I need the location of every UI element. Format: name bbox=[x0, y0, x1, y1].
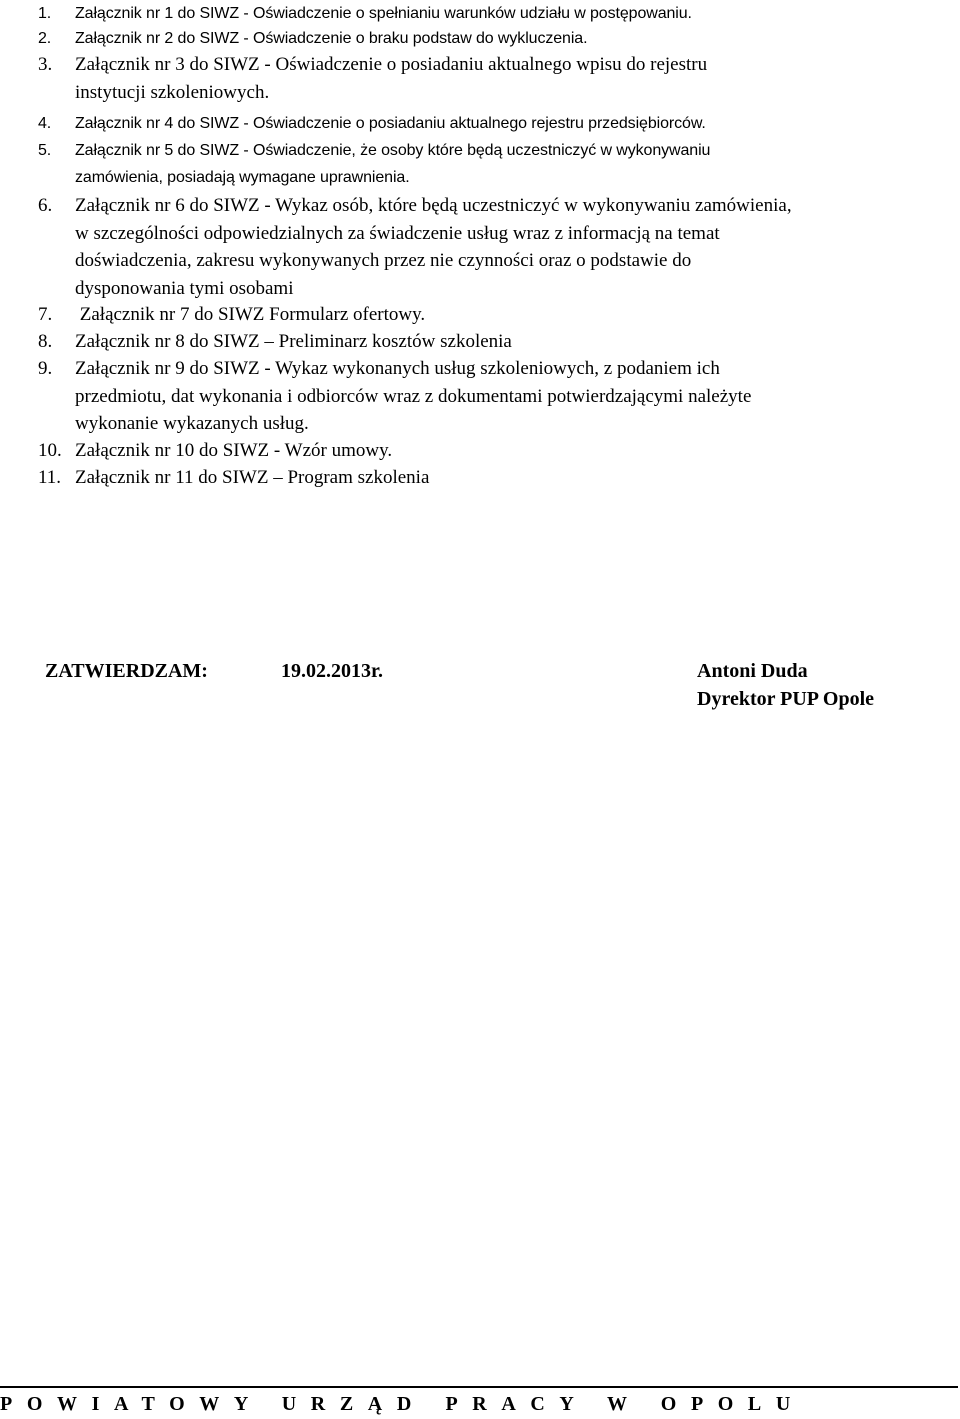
item-line: zamówienia, posiadają wymagane uprawnienia. bbox=[75, 169, 410, 186]
item-line: dysponowania tymi osobami bbox=[75, 277, 294, 299]
item-text bbox=[75, 137, 950, 191]
item-line: przedmiotu, dat wykonania i odbiorców wraz z dokumentami potwierdzającymi należyte bbox=[75, 385, 752, 407]
item-line: Załącznik nr 6 do SIWZ - Wykaz osób, które będą uczestniczyć w wykonywaniu zamówienia, bbox=[75, 195, 792, 216]
item-number: 6. bbox=[38, 195, 53, 216]
signer-block bbox=[697, 657, 874, 713]
item-line: Załącznik nr 7 do SIWZ Formularz ofertowy. bbox=[75, 304, 426, 325]
item-text bbox=[75, 355, 950, 438]
item-text bbox=[75, 301, 950, 329]
item-line: Załącznik nr 8 do SIWZ – Preliminarz kosztów szkolenia bbox=[75, 331, 512, 352]
item-number: 7. bbox=[38, 304, 53, 325]
item-text bbox=[75, 464, 950, 492]
footer-divider bbox=[0, 1386, 958, 1388]
item-number: 3. bbox=[38, 54, 53, 75]
signer-title: Dyrektor PUP Opole bbox=[697, 688, 875, 710]
item-line: Załącznik nr 9 do SIWZ - Wykaz wykonanych usług szkoleniowych, z podaniem ich bbox=[75, 358, 720, 379]
signer-name: Antoni Duda bbox=[697, 660, 808, 682]
item-line: w szczególności odpowiedzialnych za świadczenie usług wraz z informacją na temat bbox=[75, 222, 720, 244]
item-number: 10. bbox=[38, 440, 62, 461]
item-number: 5. bbox=[38, 142, 52, 159]
item-text bbox=[75, 110, 950, 137]
approval-label: ZATWIERDZAM: bbox=[45, 660, 208, 682]
item-line: Załącznik nr 1 do SIWZ - Oświadczenie o spełnianiu warunków udziału w postępowaniu. bbox=[75, 5, 692, 22]
item-line: Załącznik nr 11 do SIWZ – Program szkolenia bbox=[75, 467, 430, 488]
item-line: wykonanie wykazanych usług. bbox=[75, 413, 309, 434]
item-line: Załącznik nr 10 do SIWZ - Wzór umowy. bbox=[75, 440, 393, 461]
item-text bbox=[75, 437, 950, 465]
item-text bbox=[75, 25, 950, 52]
item-number: 9. bbox=[38, 358, 53, 379]
item-text bbox=[75, 51, 950, 106]
item-line: Załącznik nr 4 do SIWZ - Oświadczenie o posiadaniu aktualnego rejestru przedsiębiorców. bbox=[75, 115, 706, 132]
item-number: 11. bbox=[38, 467, 62, 488]
item-number: 1. bbox=[38, 5, 52, 22]
item-text bbox=[75, 0, 950, 27]
footer-office-name: POWIATOWY URZĄD PRACY W OPOLU bbox=[0, 1393, 805, 1415]
item-text bbox=[75, 328, 950, 356]
item-line: instytucji szkoleniowych. bbox=[75, 81, 270, 103]
item-number: 2. bbox=[38, 30, 52, 47]
item-line: Załącznik nr 2 do SIWZ - Oświadczenie o braku podstaw do wykluczenia. bbox=[75, 30, 588, 47]
approval-date: 19.02.2013r. bbox=[281, 660, 384, 682]
item-number: 4. bbox=[38, 115, 52, 132]
item-line: doświadczenia, zakresu wykonywanych przez nie czynności oraz o podstawie do bbox=[75, 250, 692, 271]
item-line: Załącznik nr 3 do SIWZ - Oświadczenie o posiadaniu aktualnego wpisu do rejestru bbox=[75, 54, 708, 75]
item-line: Załącznik nr 5 do SIWZ - Oświadczenie, że osoby które będą uczestniczyć w wykonywaniu bbox=[75, 142, 711, 159]
item-number: 8. bbox=[38, 331, 53, 352]
item-text bbox=[75, 192, 950, 302]
